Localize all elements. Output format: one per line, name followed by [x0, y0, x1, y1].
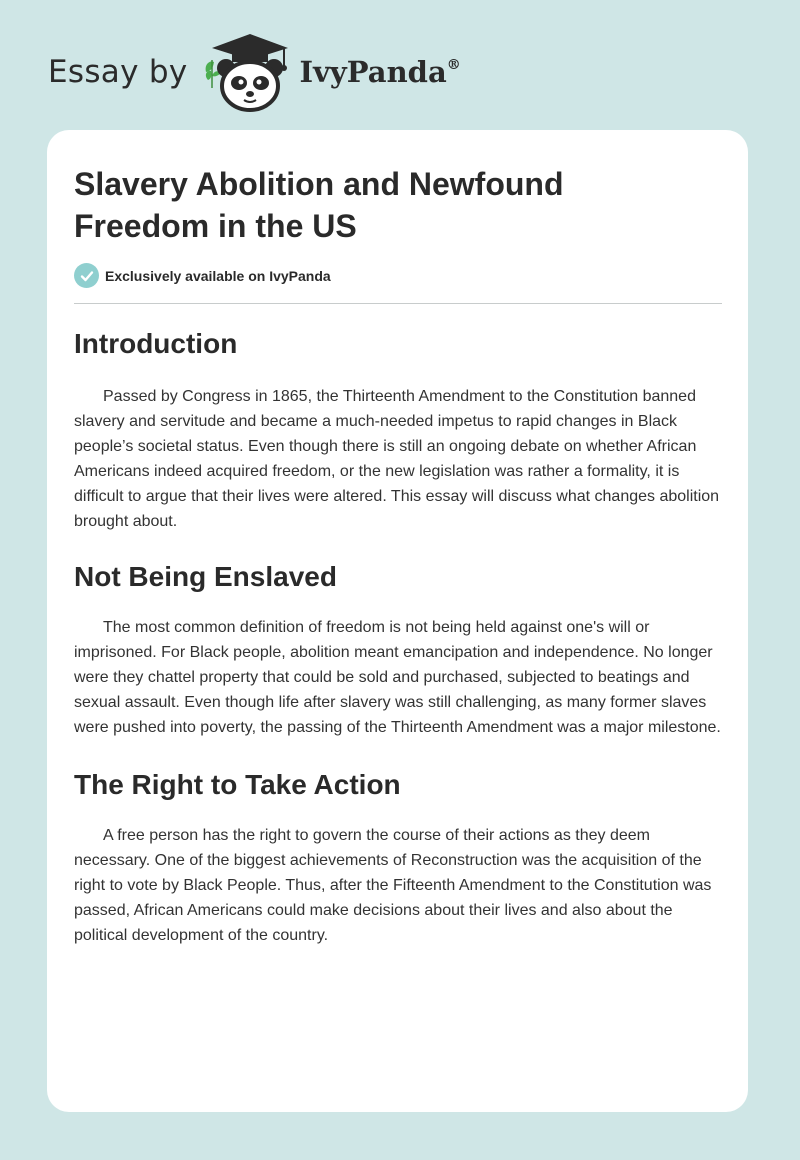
essay-by-label: Essay by	[48, 54, 188, 90]
page-title: Slavery Abolition and Newfound Freedom in the US	[74, 166, 564, 244]
section-heading: The Right to Take Action	[74, 769, 401, 800]
section-heading: Not Being Enslaved	[74, 561, 337, 592]
exclusive-badge-text: Exclusively available on IvyPanda	[105, 267, 331, 284]
registered-mark: ®	[446, 57, 461, 73]
check-icon	[74, 263, 99, 288]
brand-name	[300, 55, 461, 89]
section-paragraph: The most common definition of freedom is not being held against one's will or imprisoned. For Black people, abolition meant emancipation and independence. No longer were they chattel property that could be sold and purchased, subjected to beatings and sexual assault. Even though life after slavery was still challenging, as many former slaves were pushed into poverty, the passing of the Thirteenth Amendment was a major milestone.	[74, 619, 721, 736]
section-introduction	[74, 324, 729, 534]
exclusive-badge	[74, 263, 331, 288]
brand-text: IvyPanda	[299, 55, 447, 89]
essay-body	[74, 324, 729, 948]
divider	[74, 303, 722, 304]
section-right-to-take-action	[74, 765, 729, 948]
site-header	[48, 30, 461, 114]
section-paragraph: A free person has the right to govern the course of their actions as they deem necessary. One of the biggest achievements of Reconstruction was the acquisition of the right to vote by Black People. Thus, after the Fifteenth Amendment to the Constitution was passed, African Americans could make decisions about their lives and also about the political development of the country.	[74, 827, 712, 944]
panda-graduate-icon	[202, 30, 298, 114]
essay-card	[47, 130, 748, 1112]
section-not-being-enslaved	[74, 557, 729, 740]
section-heading: Introduction	[74, 328, 238, 359]
section-paragraph: Passed by Congress in 1865, the Thirteenth Amendment to the Constitution banned slavery and servitude and became a much-needed impetus to rapid changes in Black people’s societal status. Even though there is still an ongoing debate on whether African Americans indeed acquired freedom, or the new legislation was rather a formality, it is difficult to argue that their lives were altered. This essay will discuss what changes abolition brought about.	[74, 388, 720, 530]
